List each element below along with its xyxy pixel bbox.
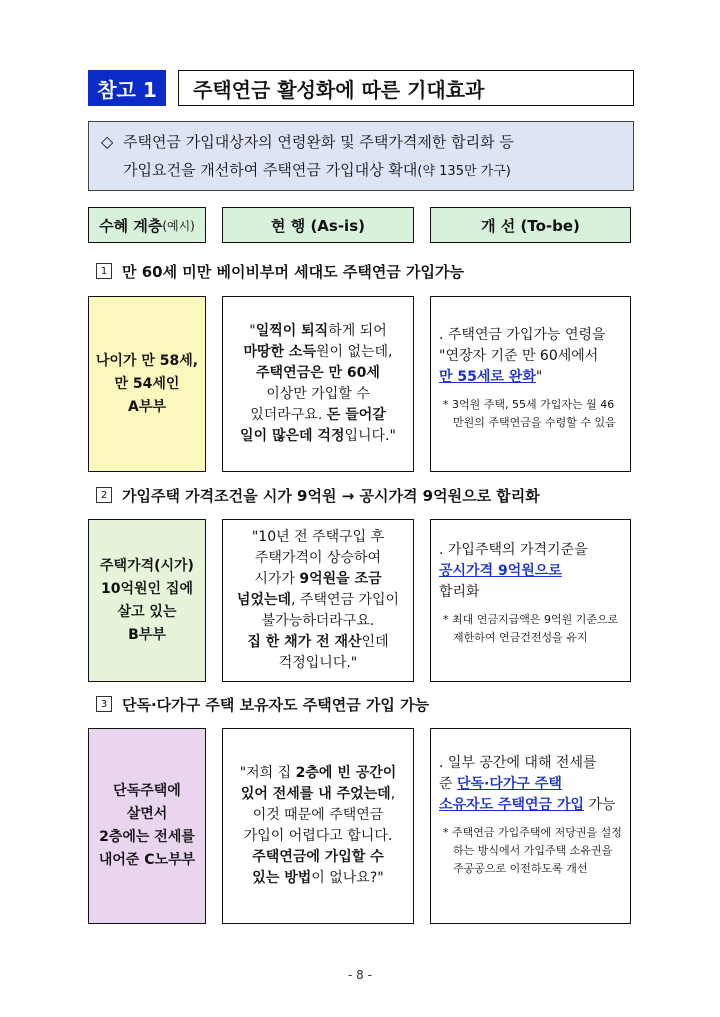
beneficiary-cell-2	[88, 519, 206, 682]
intro-line-2-note: (약 135만 가구)	[417, 164, 511, 179]
beneficiary-line: 살고 있는	[117, 603, 177, 620]
section-title-3: 단독·다가구 주택 보유자도 주택연금 가입 가능	[122, 695, 430, 714]
tobe-cell-1: . 주택연금 가입가능 연령을 "연장자 기준 만 60세에서 만 55세로 완화" * 3억원 주택, 55세 가입자는 월 46만원의 주택연금을 수령할 수 있음	[430, 296, 631, 472]
section-heading-3	[96, 693, 429, 715]
column-header-beneficiary	[88, 207, 206, 243]
tobe-highlight: 소유자도 주택연금 가입	[439, 797, 584, 813]
section-heading-1	[96, 260, 464, 282]
asis-quote-2: "10년 전 주택구입 후 주택가격이 상승하여 시가가 9억원을 조금 넘었는데, 주택연금 가입이 불가능하더라구요. 집 한 채가 전 재산인데 걱정입니다."	[222, 519, 414, 682]
tobe-note: * 최대 연금지급액은 9억원 기준으로 제한하여 연금건전성을 유지	[443, 613, 619, 644]
intro-box	[88, 121, 634, 191]
column-header-tobe: 개 선 (To-be)	[430, 207, 631, 243]
section-number-1: 1	[96, 263, 112, 279]
tobe-highlight: 공시가격 9억원으로	[439, 563, 562, 579]
tobe-note: * 주택연금 가입주택에 저당권을 설정하는 방식에서 가입주택 소유권을 주공공으로 이전하도록 개선	[443, 826, 622, 875]
tobe-highlight: 단독·다가구 주택	[456, 776, 562, 792]
beneficiary-line: 내어준 C노부부	[98, 852, 196, 868]
beneficiary-line: A부부	[128, 398, 166, 415]
column-header-beneficiary-note: (예시)	[162, 218, 195, 233]
beneficiary-line: 만 54세인	[114, 375, 180, 392]
beneficiary-line: 2층에는 전세를	[99, 829, 195, 845]
beneficiary-line: B부부	[128, 626, 166, 643]
section-heading-2	[96, 484, 540, 506]
tobe-text: . 일부 공간에 대해 전세를	[439, 755, 597, 771]
beneficiary-cell-1	[88, 296, 206, 472]
tobe-text: . 가입주택의 가격기준을	[439, 542, 588, 558]
section-title-2: 가입주택 가격조건을 시가 9억원 → 공시가격 9억원으로 합리화	[122, 486, 540, 505]
beneficiary-line: 살면서	[126, 806, 168, 822]
intro-line-2-main: 가입요건을 개선하여 주택연금 가입대상 확대	[123, 161, 418, 179]
beneficiary-line: 나이가 만 58세,	[95, 352, 199, 369]
tobe-cell-3: . 일부 공간에 대해 전세를 준 단독·다가구 주택 소유자도 주택연금 가입 가능 * 주택연금 가입주택에 저당권을 설정하는 방식에서 가입주택 소유권을 주공공으로 이전하도록 개선	[430, 728, 631, 924]
section-title-1: 만 60세 미만 베이비부머 세대도 주택연금 가입가능	[122, 262, 465, 281]
appendix-tag: 참고 1	[88, 70, 166, 106]
beneficiary-line: 단독주택에	[113, 783, 181, 799]
column-header-beneficiary-label: 수혜 계층	[99, 216, 163, 235]
tobe-highlight: 만 55세로 완화	[439, 369, 536, 385]
tobe-text: . 주택연금 가입가능 연령을	[439, 327, 606, 343]
page-number: - 8 -	[348, 968, 372, 982]
tobe-cell-2	[430, 519, 631, 682]
tobe-text: 합리화	[439, 584, 480, 600]
column-header-asis: 현 행 (As-is)	[222, 207, 414, 243]
section-number-3: 3	[96, 696, 112, 712]
beneficiary-line: 10억원인 집에	[101, 580, 193, 597]
intro-line-1: 주택연금 가입대상자의 연령완화 및 주택가격제한 합리화 등	[123, 133, 514, 151]
intro-line-2	[101, 156, 621, 186]
asis-quote-3: "저희 집 2층에 빈 공간이 있어 전세를 내 주었는데, 이것 때문에 주택연금 가입이 어렵다고 합니다. 주택연금에 가입할 수 있는 방법이 없나요?"	[222, 728, 414, 924]
beneficiary-line: 주택가격(시가)	[100, 557, 194, 574]
asis-quote-1: "일찍이 퇴직하게 되어 마땅한 소득원이 없는데, 주택연금은 만 60세 이상만 가입할 수 있더라구요. 돈 들어갈 일이 많은데 걱정입니다."	[222, 296, 414, 472]
tobe-text: "연장자 기준 만 60세에서	[439, 348, 599, 364]
beneficiary-cell-3	[88, 728, 206, 924]
section-number-2: 2	[96, 487, 112, 503]
diamond-icon: ◇	[101, 132, 114, 151]
page-title: 주택연금 활성화에 따른 기대효과	[178, 70, 634, 106]
tobe-note: * 3억원 주택, 55세 가입자는 월 46만원의 주택연금을 수령할 수 있음	[443, 398, 616, 429]
